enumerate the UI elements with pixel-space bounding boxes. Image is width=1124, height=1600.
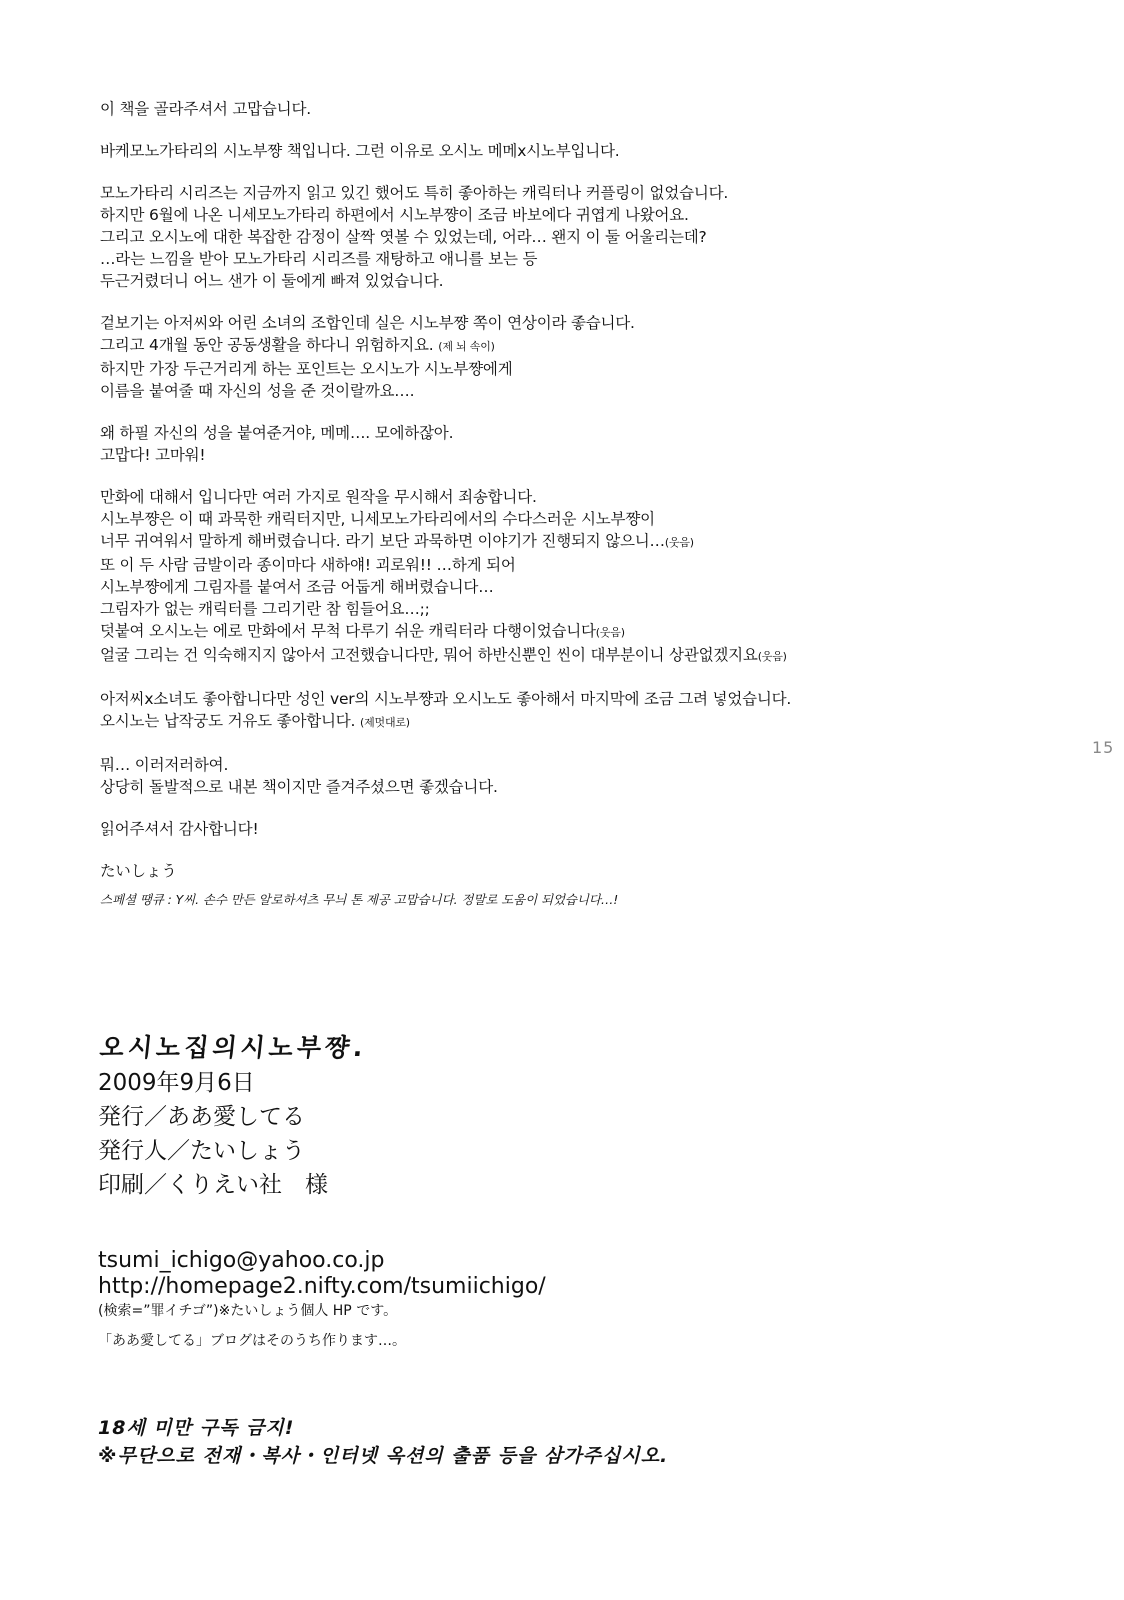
paragraph — [100, 422, 1040, 466]
author-signature — [100, 860, 1040, 882]
blog-note: 「ああ愛してる」ブログはそのうち作ります…。 — [98, 1333, 406, 1349]
paragraph — [100, 754, 1040, 798]
aside-note: (웃음) — [757, 650, 787, 663]
publication-date: 2009年9月6日 — [98, 1070, 255, 1096]
email-address: tsumi_ichigo@yahoo.co.jp — [98, 1248, 385, 1273]
paragraph — [100, 312, 1040, 402]
text-line: 너무 귀여워서 말하게 해버렸습니다. 라기 보단 과묵하면 이야기가 진행되지 않으니…(웃음) — [100, 532, 694, 550]
age-restriction-warning: 18세 미만 구독 금지! — [98, 1417, 295, 1439]
warnings — [98, 1414, 1038, 1470]
page-number: 15 — [1092, 738, 1115, 757]
aside-note: (제멋대로) — [360, 716, 410, 729]
paragraph — [100, 818, 1040, 840]
text-line: 덧붙여 오시노는 에로 만화에서 무척 다루기 쉬운 캐릭터라 다행이었습니다(웃음) — [100, 622, 625, 640]
text-line: 아저씨x소녀도 좋아합니다만 성인 ver의 시노부쨩과 오시노도 좋아해서 마지막에 조금 그려 넣었습니다. — [100, 690, 792, 708]
text-line: 왜 하필 자신의 성을 붙여준거야, 메메…. 모에하잖아. — [100, 424, 454, 442]
search-note: (検索=”罪イチゴ”)※たいしょう個人 HP です。 — [98, 1303, 398, 1319]
text-line: 그리고 오시노에 대한 복잡한 감정이 살짝 엿볼 수 있었는데, 어라… 왠지 이 둘 어울리는데? — [100, 228, 707, 246]
text-line: 얼굴 그리는 건 익숙해지지 않아서 고전했습니다만, 뭐어 하반신뿐인 씬이 대부분이니 상관없겠지요(웃음) — [100, 646, 787, 664]
paragraph — [100, 140, 1040, 162]
paragraph — [100, 486, 1040, 668]
text-line: …라는 느낌을 받아 모노가타리 시리즈를 재탕하고 애니를 보는 등 — [100, 250, 538, 268]
text-line: 겉보기는 아저씨와 어린 소녀의 조합인데 실은 시노부쨩 쪽이 연상이라 좋습니다. — [100, 314, 635, 332]
paragraph — [100, 688, 1040, 734]
text-line: 고맙다! 고마워! — [100, 446, 206, 464]
text-line: 이름을 붙여줄 때 자신의 성을 준 것이랄까요…. — [100, 382, 415, 400]
book-title: 오시노집의시노부쨩. — [98, 1033, 369, 1062]
text-line: 그리고 4개월 동안 공동생활을 하다니 위험하지요. (제 뇌 속이) — [100, 336, 495, 354]
text-line: 읽어주셔서 감사합니다! — [100, 820, 259, 838]
colophon — [98, 1030, 998, 1202]
text-line: 두근거렸더니 어느 샌가 이 둘에게 빠져 있었습니다. — [100, 272, 444, 290]
homepage-url: http://homepage2.nifty.com/tsumiichigo/ — [98, 1274, 546, 1299]
text-line: 바케모노가타리의 시노부쨩 책입니다. 그런 이유로 오시노 메메x시노부입니다. — [100, 142, 620, 160]
printer: 印刷／くりえい社 様 — [98, 1172, 328, 1198]
text-line: 만화에 대해서 입니다만 여러 가지로 원작을 무시해서 죄송합니다. — [100, 488, 537, 506]
text-line: 상당히 돌발적으로 내본 책이지만 즐겨주셨으면 좋겠습니다. — [100, 778, 498, 796]
aside-note: (웃음) — [664, 536, 694, 549]
text-line: 뭐… 이러저러하여. — [100, 756, 229, 774]
text-line: 그림자가 없는 캐릭터를 그리기란 참 힘들어요…;; — [100, 600, 430, 618]
text-line: たいしょう — [100, 862, 177, 880]
issuer: 発行人／たいしょう — [98, 1138, 305, 1164]
aside-note: (웃음) — [595, 626, 625, 639]
paragraph — [100, 98, 1040, 120]
text-line: 하지만 6월에 나온 니세모노가타리 하편에서 시노부쨩이 조금 바보에다 귀엽게 나왔어요. — [100, 206, 689, 224]
text-line: 하지만 가장 두근거리게 하는 포인트는 오시노가 시노부쨩에게 — [100, 360, 513, 378]
text-line: 시노부쨩에게 그림자를 붙여서 조금 어둡게 해버렸습니다… — [100, 578, 494, 596]
afterword-text — [100, 98, 1040, 908]
publisher: 発行／ああ愛してる — [98, 1104, 305, 1130]
aside-note: (제 뇌 속이) — [438, 340, 495, 353]
special-thanks: 스페셜 땡큐 : Y씨. 손수 만든 알로하셔츠 무늬 톤 제공 고맙습니다. 정말로 도움이 되었습니다…! — [100, 892, 619, 907]
text-line: 오시노는 납작궁도 거유도 좋아합니다. (제멋대로) — [100, 712, 410, 730]
paragraph — [100, 182, 1040, 292]
text-line: 시노부쨩은 이 때 과묵한 캐릭터지만, 니세모노가타리에서의 수다스러운 시노부쨩이 — [100, 510, 655, 528]
text-line: 또 이 두 사람 금발이라 종이마다 새하얘! 괴로워!! …하게 되어 — [100, 556, 516, 574]
copyright-warning: ※무단으로 전재・복사・인터넷 옥션의 출품 등을 삼가주십시오. — [98, 1445, 669, 1467]
text-line: 이 책을 골라주셔서 고맙습니다. — [100, 100, 311, 118]
text-line: 모노가타리 시리즈는 지금까지 읽고 있긴 했어도 특히 좋아하는 캐릭터나 커플링이 없었습니다. — [100, 184, 729, 202]
contact-info — [98, 1248, 998, 1352]
